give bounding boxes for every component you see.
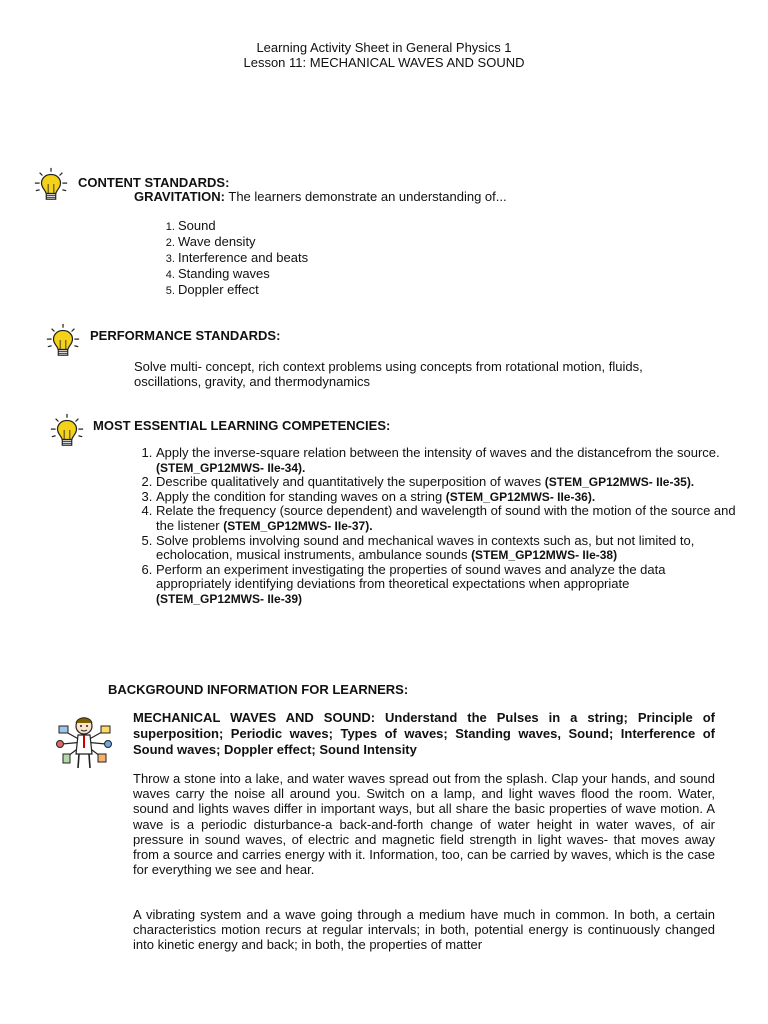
- topic-list: [158, 218, 308, 298]
- background-heading: BACKGROUND INFORMATION FOR LEARNERS:: [108, 682, 409, 697]
- list-item: [156, 563, 736, 607]
- competencies-heading: MOST ESSENTIAL LEARNING COMPETENCIES:: [93, 418, 391, 433]
- competency-code: (STEM_GP12MWS- IIe-38): [471, 548, 618, 563]
- list-item: [156, 534, 736, 563]
- competency-code: (STEM_GP12MWS- IIe-35).: [544, 475, 695, 490]
- competency-code: (STEM_GP12MWS- IIe-37).: [223, 518, 373, 533]
- competency-text: Apply the condition for standing waves on a string: [156, 488, 446, 504]
- list-item: [156, 475, 736, 490]
- list-item: [156, 490, 736, 505]
- background-paragraph-1: Throw a stone into a lake, and water waves spread out from the splash. Clap your hands, and sound waves carry the noise all around you. Switch on a lamp, and light waves flood the room. Water, sound and lights waves differ in important ways, but all share the basic properties of wave motion. A wave is a periodic disturbance-a back-and-forth change of water height in water waves, of air pressure in sound waves, of electric and magnetic field strength in light waves- that moves away from a source and carries energy with it. Information, too, can be carried by waves, which is the case for everything we see and hear.: [133, 771, 715, 878]
- competency-text: Perform an experiment investigating the properties of sound waves and analyze the data appropriately identifying deviations from theoretical expectations when appropriate: [156, 561, 666, 592]
- sheet-title: Learning Activity Sheet in General Physics 1: [256, 40, 512, 55]
- competency-text: Apply the inverse-square relation between the intensity of waves and the distancefrom the source.: [156, 445, 720, 460]
- competency-text: Describe qualitatively and quantitatively the superposition of waves: [156, 474, 545, 490]
- performance-standards-heading: PERFORMANCE STANDARDS:: [90, 328, 281, 343]
- lesson-title: Lesson 11: MECHANICAL WAVES AND SOUND: [243, 55, 525, 70]
- lightbulb-icon: [32, 166, 70, 204]
- competency-code: (STEM_GP12MWS- IIe-36).: [445, 489, 596, 504]
- list-item: 1. Sound: [178, 218, 308, 234]
- background-topic-title: MECHANICAL WAVES AND SOUND: Understand the Pulses in a string; Principle of superposition; Periodic waves; Types of waves; Standing waves, Sound; Interference of Sound waves; Doppler effect; Sound Intensity: [133, 710, 715, 757]
- lightbulb-icon: [48, 412, 86, 450]
- gravitation-label: GRAVITATION:: [134, 189, 225, 204]
- content-standards-heading: CONTENT STANDARDS:: [78, 175, 230, 190]
- lightbulb-icon: [44, 322, 82, 360]
- competency-text: Relate the frequency (source dependent) and wavelength of sound with the motion of the source and the listener: [156, 503, 736, 533]
- competency-text: Solve problems involving sound and mechanical waves in contexts such as, but not limited to, echolocation, musical instruments, ambulance sounds: [156, 532, 695, 563]
- gravitation-text: The learners demonstrate an understanding of...: [225, 189, 507, 204]
- competency-code: (STEM_GP12MWS- IIe-34).: [156, 460, 306, 475]
- competency-code: (STEM_GP12MWS- IIe-39): [156, 591, 303, 606]
- list-item: 2. Wave density: [178, 234, 308, 250]
- list-item: 5. Doppler effect: [178, 282, 308, 298]
- performance-standards-text: Solve multi- concept, rich context problems using concepts from rotational motion, fluids, oscillations, gravity, and thermodynamics: [134, 359, 643, 389]
- list-item: [156, 504, 736, 533]
- background-paragraph-2: A vibrating system and a wave going through a medium have much in common. In both, a certain characteristics motion recurs at regular intervals; in both, potential energy is continuously changed into kinetic energy and back; in both, the properties of matter: [133, 907, 715, 953]
- multitasking-person-icon: [52, 708, 116, 772]
- list-item: 3. Interference and beats: [178, 250, 308, 266]
- list-item: 4. Standing waves: [178, 266, 308, 282]
- list-item: [156, 446, 736, 475]
- competency-list: [134, 446, 736, 607]
- gravitation-line: [134, 189, 507, 204]
- document-header: [0, 40, 768, 70]
